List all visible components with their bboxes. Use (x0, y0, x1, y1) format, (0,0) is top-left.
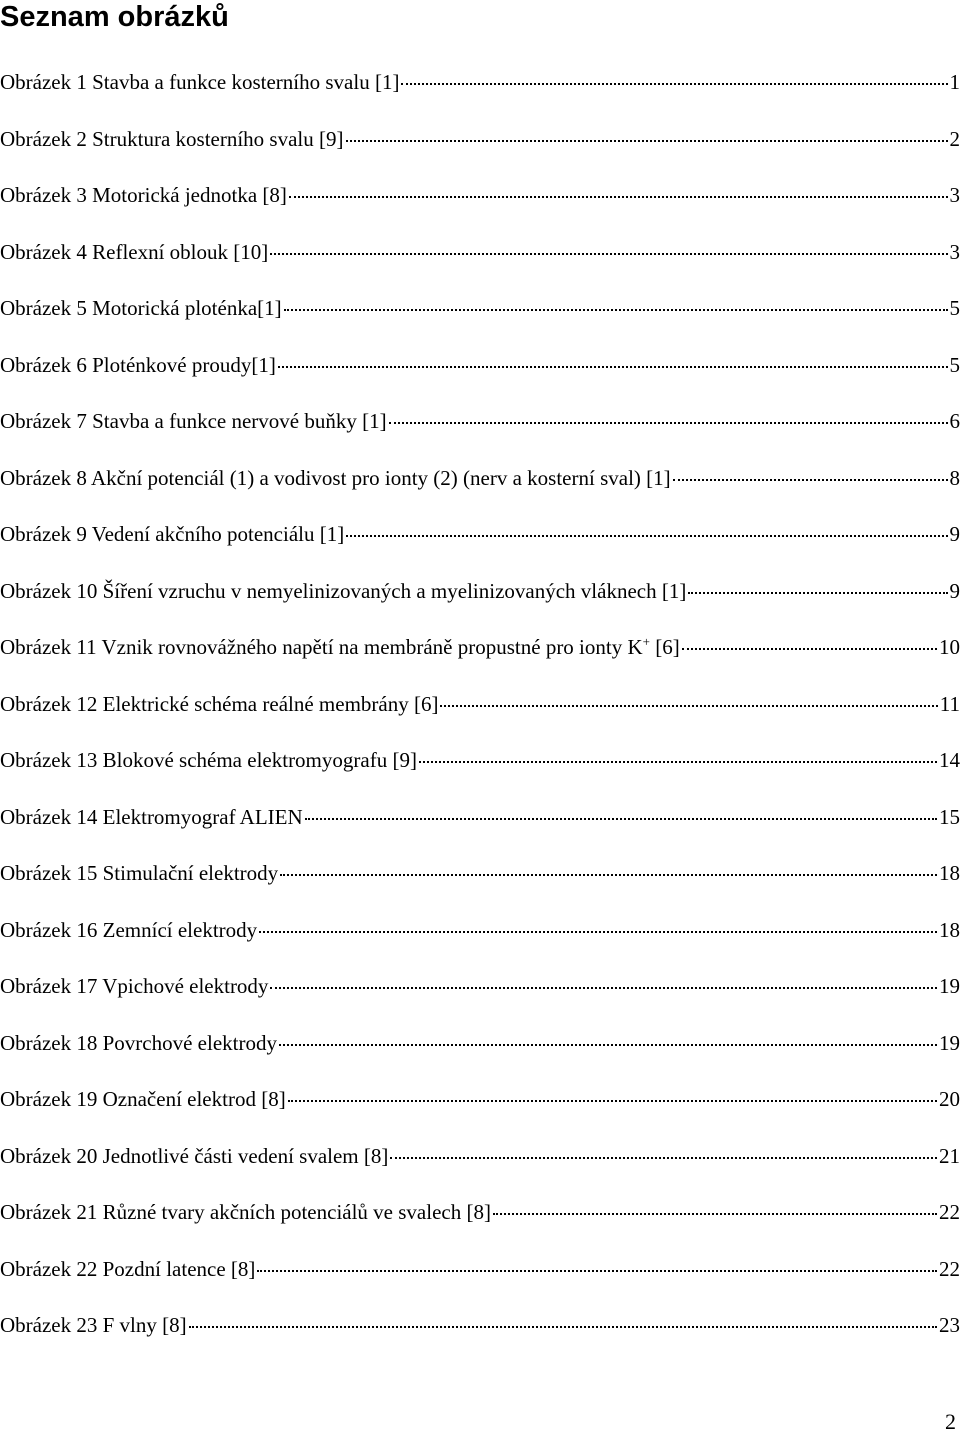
dot-leader (189, 1325, 937, 1328)
entry-page: 10 (939, 635, 960, 659)
dot-leader (270, 252, 947, 255)
dot-leader (288, 1099, 937, 1102)
entry-page: 21 (939, 1143, 960, 1168)
entry-label: Obrázek 5 Motorická ploténka[1] (0, 296, 282, 320)
entry-page: 6 (949, 409, 960, 433)
entry-page: 11 (939, 691, 960, 716)
entry-label: Obrázek 8 Akční potenciál (1) a vodivost pro ionty (2) (nerv a kosterní sval) [1] (0, 465, 671, 490)
toc-entry[interactable] (0, 571, 960, 628)
entry-label: Obrázek 3 Motorická jednotka [8] (0, 183, 287, 207)
dot-leader (284, 308, 948, 311)
entry-page: 19 (939, 974, 960, 998)
entry-label: Obrázek 6 Ploténkové proudy[1] (0, 352, 276, 377)
entry-page: 22 (939, 1200, 960, 1224)
entry-label: Obrázek 10 Šíření vzruchu v nemyelinizovaných a myelinizovaných vláknech [1] (0, 578, 687, 603)
entry-label: Obrázek 17 Vpichové elektrody (0, 974, 269, 998)
entry-label-suffix: [6] (650, 635, 680, 659)
toc-entry[interactable] (0, 119, 960, 176)
dot-leader (682, 647, 937, 650)
toc-entry[interactable] (0, 62, 960, 119)
entry-page: 15 (939, 804, 960, 829)
toc-entry[interactable] (0, 684, 960, 741)
entry-label: Obrázek 1 Stavba a funkce kosterního svalu [1] (0, 70, 400, 94)
dot-leader (346, 139, 948, 142)
toc-entry[interactable] (0, 458, 960, 515)
toc-entry[interactable] (0, 514, 960, 571)
entry-label: Obrázek 15 Stimulační elektrody (0, 861, 279, 885)
toc-entry[interactable] (0, 1305, 960, 1362)
figure-list (0, 62, 960, 1362)
entry-page: 22 (939, 1256, 960, 1281)
dot-leader (493, 1212, 937, 1215)
entry-page: 14 (939, 748, 960, 772)
page-title: Seznam obrázků (0, 1, 229, 33)
entry-page: 3 (949, 183, 960, 207)
toc-entry[interactable] (0, 910, 960, 967)
entry-label: Obrázek 2 Struktura kosterního svalu [9] (0, 126, 344, 151)
dot-leader (419, 760, 937, 763)
entry-page: 2 (949, 126, 960, 151)
entry-page: 1 (949, 70, 960, 94)
entry-label: Obrázek 7 Stavba a funkce nervové buňky [1] (0, 409, 387, 433)
dot-leader (346, 534, 947, 537)
entry-label: Obrázek 23 F vlny [8] (0, 1313, 187, 1337)
entry-page: 18 (939, 917, 960, 942)
dot-leader (389, 421, 948, 424)
entry-page: 5 (949, 352, 960, 377)
toc-entry[interactable] (0, 1136, 960, 1193)
toc-entry[interactable] (0, 1023, 960, 1080)
entry-label-superscript: + (642, 634, 650, 649)
toc-entry[interactable] (0, 1192, 960, 1249)
entry-label: Obrázek 22 Pozdní latence [8] (0, 1256, 256, 1281)
entry-label: Obrázek 14 Elektromyograf ALIEN (0, 804, 303, 829)
toc-entry[interactable] (0, 1079, 960, 1136)
entry-page: 9 (949, 522, 960, 546)
entry-page: 23 (939, 1313, 960, 1337)
entry-label: Obrázek 13 Blokové schéma elektromyografu [9] (0, 748, 417, 772)
dot-leader (257, 1269, 937, 1272)
entry-page: 19 (939, 1030, 960, 1055)
toc-entry[interactable] (0, 232, 960, 289)
dot-leader (279, 1043, 937, 1046)
dot-leader (673, 478, 948, 481)
toc-entry[interactable] (0, 853, 960, 910)
entry-label: Obrázek 18 Povrchové elektrody (0, 1030, 277, 1055)
dot-leader (278, 365, 948, 368)
toc-entry[interactable] (0, 627, 960, 684)
dot-leader (289, 195, 948, 198)
entry-label: Obrázek 11 Vznik rovnovážného napětí na membráně propustné pro ionty K (0, 635, 643, 659)
dot-leader (305, 817, 937, 820)
toc-entry[interactable] (0, 401, 960, 458)
dot-leader (688, 591, 947, 594)
entry-label-group (0, 627, 680, 667)
entry-label: Obrázek 19 Označení elektrod [8] (0, 1087, 286, 1111)
toc-entry[interactable] (0, 288, 960, 345)
dot-leader (270, 986, 937, 989)
entry-label: Obrázek 12 Elektrické schéma reálné membrány [6] (0, 691, 439, 716)
dot-leader (259, 930, 937, 933)
dot-leader (280, 873, 937, 876)
entry-page: 8 (949, 465, 960, 490)
entry-page: 18 (939, 861, 960, 885)
entry-page: 5 (949, 296, 960, 320)
toc-entry[interactable] (0, 966, 960, 1023)
entry-label: Obrázek 16 Zemnící elektrody (0, 917, 258, 942)
entry-page: 9 (949, 578, 960, 603)
entry-label: Obrázek 21 Různé tvary akčních potenciálů ve svalech [8] (0, 1200, 491, 1224)
toc-entry[interactable] (0, 345, 960, 402)
entry-label: Obrázek 20 Jednotlivé části vedení svalem [8] (0, 1143, 389, 1168)
dot-leader (390, 1156, 937, 1159)
entry-label: Obrázek 9 Vedení akčního potenciálu [1] (0, 522, 345, 546)
toc-entry[interactable] (0, 740, 960, 797)
toc-entry[interactable] (0, 1249, 960, 1306)
toc-entry[interactable] (0, 797, 960, 854)
dot-leader (440, 704, 937, 707)
entry-label: Obrázek 4 Reflexní oblouk [10] (0, 239, 269, 264)
page-number: 2 (945, 1409, 956, 1434)
entry-page: 3 (949, 239, 960, 264)
dot-leader (401, 82, 947, 85)
entry-page: 20 (939, 1087, 960, 1111)
toc-entry[interactable] (0, 175, 960, 232)
